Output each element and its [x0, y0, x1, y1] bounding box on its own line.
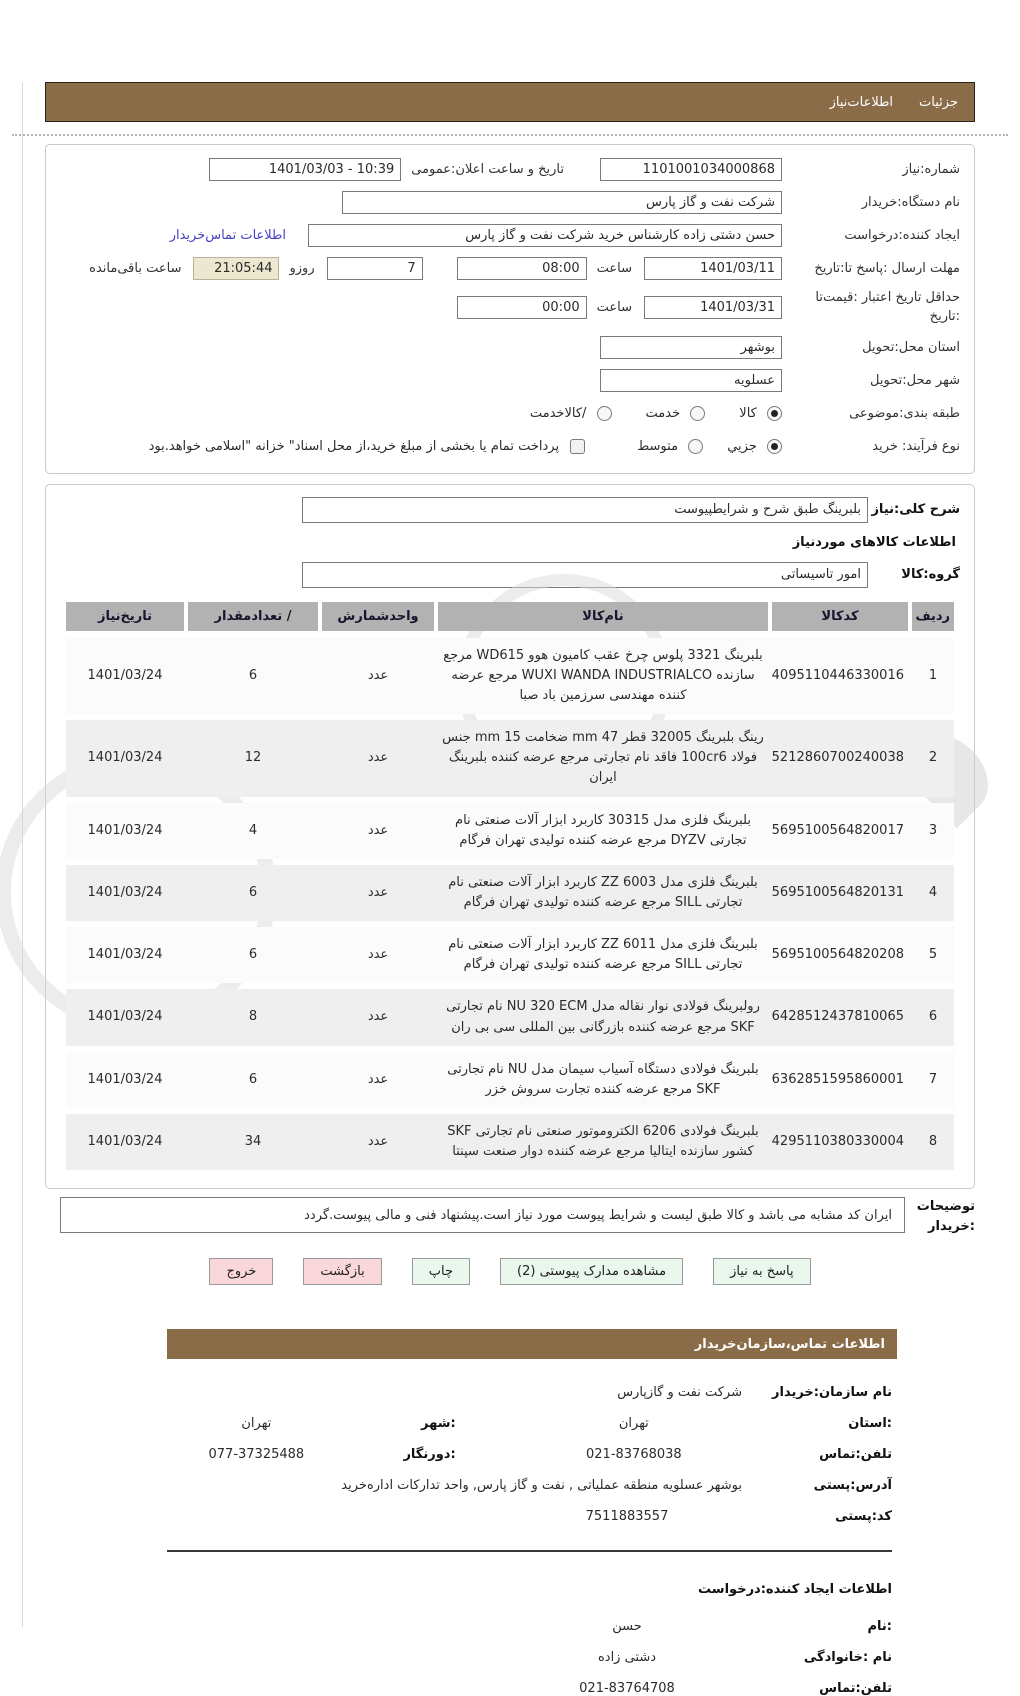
category-label: طبقه بندی:موضوعی — [849, 406, 960, 422]
buyer-remarks — [60, 1197, 975, 1236]
radio-medium-label: متوسط — [637, 439, 679, 455]
contact-city-value: تهران — [241, 1416, 272, 1432]
cell-code: 5695100564820131 — [771, 884, 904, 900]
cell-row: 2 — [928, 750, 938, 766]
contact-section-header — [167, 1329, 897, 1359]
treasury-checkbox[interactable] — [570, 439, 585, 454]
days-label: روزو — [289, 260, 315, 276]
cell-row: 3 — [928, 822, 938, 838]
buyer-contact-link[interactable]: اطلاعات تماس‌خریدار — [169, 227, 286, 243]
process-label: نوع فرآیند: خرید — [872, 439, 960, 455]
city-label: شهر محل:تحویل — [870, 373, 960, 389]
city-field[interactable]: عسلویه — [600, 369, 782, 392]
radio-medium[interactable] — [688, 439, 703, 454]
contact-city-label: :شهر — [421, 1416, 456, 1432]
row-province-city — [167, 1416, 892, 1431]
process-option-medium — [637, 439, 703, 454]
creator-phone-label: تلفن:تماس — [819, 1681, 892, 1696]
row-deadline — [60, 256, 960, 280]
cell-unit: عدد — [367, 822, 389, 838]
radio-service-label: خدمت — [645, 406, 681, 422]
group-field[interactable]: امور تاسیساتی — [302, 562, 868, 588]
cell-name: بلبرینگ فولادی 6206 الکتروموتور صنعتی نام تجارتی SKF کشور سازنده ایتالیا مرجع عرضه کننده دوار صنعت سپنتا — [447, 1123, 759, 1160]
first-name-label: :نام — [867, 1619, 892, 1635]
cell-row: 4 — [928, 884, 938, 900]
row-buyer — [60, 190, 960, 214]
need-desc-label: شرح کلی:نیاز — [871, 502, 960, 518]
cell-qty: 12 — [244, 750, 262, 766]
deadline-time-field[interactable]: 08:00 — [457, 257, 587, 280]
category-option-goods-service — [530, 406, 612, 421]
row-creator — [60, 223, 960, 247]
deadline-date-field[interactable]: 1401/03/11 — [644, 257, 782, 280]
last-name-label: نام :خانوادگی — [803, 1650, 892, 1666]
cell-date: 1401/03/24 — [87, 947, 163, 963]
cell-unit: عدد — [367, 1009, 389, 1025]
countdown-timer: 21:05:44 — [193, 257, 279, 280]
org-value: شرکت نفت و گازپارس — [617, 1385, 742, 1401]
row-address — [167, 1478, 892, 1493]
cell-qty: 6 — [248, 884, 258, 900]
cell-name: بلبرینگ 3321 پلوس چرخ عقب کامیون هوو WD615 مرجع سازنده WUXI WANDA INDUSTRIALCO مرجع عرضه کننده مهندسی سرزمین باد صبا — [443, 647, 763, 703]
deadline-label: مهلت ارسال :پاسخ تا:تاریخ — [814, 260, 960, 276]
cell-code: 6362851595860001 — [771, 1071, 904, 1087]
remarks-label — [913, 1197, 975, 1236]
postal-value: 7511883557 — [585, 1509, 669, 1525]
radio-goods-service-label: /کالاخدمت — [529, 406, 587, 422]
cell-unit: عدد — [367, 1071, 389, 1087]
section-divider — [167, 1550, 892, 1552]
items-heading: اطلاعات کالاهای موردنیاز — [792, 534, 956, 550]
cell-date: 1401/03/24 — [87, 750, 163, 766]
contact-heading: اطلاعات تماس،سازمان‌خریدار — [694, 1336, 885, 1352]
items-table — [66, 602, 954, 1171]
validity-label: حداقل تاریخ اعتبار :قیمت‌تا :تاریخ — [815, 290, 960, 324]
creator-label: ایجاد کننده:درخواست — [844, 227, 960, 243]
need-number-label: شماره:نیاز — [902, 161, 960, 177]
group-label: گروه:کالا — [901, 567, 960, 583]
cell-qty: 8 — [248, 1009, 258, 1025]
cell-code: 5212860700240038 — [771, 750, 904, 766]
row-need-desc — [60, 497, 960, 523]
cell-date: 1401/03/24 — [87, 1009, 163, 1025]
process-option-minor — [727, 439, 782, 454]
cell-name: بلبرینگ فلزی مدل 6003 ZZ کاربرد ابزار آلات صنعتی نام تجارتی SILL مرجع عرضه کننده تولیدی تهران فرگام — [448, 874, 758, 910]
cell-row: 7 — [928, 1071, 938, 1087]
table-row — [66, 720, 954, 796]
row-validity — [60, 289, 960, 327]
row-org — [167, 1385, 892, 1400]
category-option-goods — [739, 406, 782, 421]
action-buttons — [12, 1258, 1008, 1285]
cell-unit: عدد — [367, 1134, 389, 1149]
row-need-number — [60, 157, 960, 181]
announce-label: تاریخ و ساعت اعلان:عمومی — [411, 161, 564, 177]
table-row — [66, 1052, 954, 1108]
cell-unit: عدد — [367, 884, 389, 900]
cell-unit: عدد — [367, 750, 389, 766]
province-label: استان محل:تحویل — [862, 340, 960, 356]
cell-qty: 34 — [244, 1134, 262, 1149]
org-label: نام سازمان:خریدار — [772, 1385, 892, 1401]
tab-details[interactable]: جزئیات — [919, 94, 958, 110]
table-row — [66, 989, 954, 1045]
address-value: بوشهر عسلویه منطقه عملیاتی , نفت و گاز پارس, واحد تدارکات اداره‌خرید — [341, 1478, 742, 1494]
cell-qty: 6 — [248, 947, 258, 963]
cell-date: 1401/03/24 — [87, 822, 163, 838]
validity-date-field[interactable]: 1401/03/31 — [644, 296, 782, 319]
contact-section — [167, 1385, 892, 1696]
need-number-field[interactable]: 1101001034000868 — [600, 158, 782, 181]
page — [12, 82, 1008, 1696]
category-option-service — [646, 406, 706, 421]
summary-panel — [45, 144, 975, 474]
contact-province-label: :استان — [848, 1416, 892, 1432]
treasury-note: پرداخت تمام یا بخشی از مبلغ خرید،از محل اسناد" خزانه "اسلامی خواهد.بود — [148, 439, 560, 455]
contact-phone-value: 021-83768038 — [586, 1447, 682, 1463]
row-first-name — [167, 1619, 892, 1634]
row-group — [60, 562, 960, 588]
contact-phone-label: تلفن:تماس — [819, 1447, 892, 1463]
print-button[interactable]: چاپ — [412, 1258, 470, 1285]
cell-qty: 6 — [248, 667, 258, 683]
announce-field[interactable]: 10:39 - 1401/03/03 — [209, 158, 401, 181]
creator-field[interactable]: حسن دشتی زاده کارشناس خرید شرکت نفت و گاز پارس — [308, 224, 782, 247]
creator-phone-value: 021-83764708 — [579, 1681, 675, 1696]
contact-fax-label: :دورنگار — [403, 1447, 456, 1463]
cell-date: 1401/03/24 — [87, 884, 163, 900]
remarks-label-line1: توضیحات — [916, 1199, 975, 1215]
cell-date: 1401/03/24 — [87, 1071, 163, 1087]
cell-unit: عدد — [367, 947, 389, 963]
radio-goods-service[interactable] — [597, 406, 612, 421]
cell-code: 5695100564820017 — [771, 822, 904, 838]
tab-need-info[interactable]: اطلاعات‌نیاز — [829, 94, 894, 110]
buyer-label: نام دستگاه:خریدار — [861, 194, 960, 210]
radio-goods-label: کالا — [739, 406, 757, 422]
last-name-value: دشتی زاده — [597, 1650, 657, 1666]
need-desc-field[interactable]: بلبرینگ طبق شرح و شرایطپیوست — [302, 497, 868, 523]
col-name: نام‌کالا — [438, 602, 768, 631]
col-date: تاریخ‌نیاز — [66, 602, 184, 631]
address-label: آدرس:پستی — [813, 1478, 892, 1494]
cell-qty: 6 — [248, 1071, 258, 1087]
validity-hour-label: ساعت — [596, 300, 632, 316]
cell-name: بلبرینگ فولادی دستگاه آسیاب سیمان مدل NU نام تجارتی SKF مرجع عرضه کننده تجارت سروش خزر — [447, 1061, 759, 1097]
cell-unit: عدد — [367, 667, 389, 683]
col-unit: واحدشمارش — [322, 602, 434, 631]
postal-label: کد:پستی — [835, 1509, 892, 1525]
tab-bar — [45, 82, 975, 122]
table-row — [66, 927, 954, 983]
validity-time-field[interactable]: 00:00 — [457, 296, 587, 319]
table-row — [66, 638, 954, 714]
contact-province-value: تهران — [618, 1416, 649, 1432]
cell-row: 6 — [928, 1009, 938, 1025]
table-row — [66, 803, 954, 859]
row-postal — [167, 1509, 892, 1524]
row-category — [60, 402, 960, 426]
remarks-label-line2: :خریدار — [928, 1218, 975, 1234]
radio-goods[interactable] — [767, 406, 782, 421]
treasury-option — [149, 439, 586, 454]
cell-code: 4295110380330004 — [771, 1134, 904, 1149]
cell-name: رینگ بلبرینگ 32005 قطر 47 mm ضخامت 15 mm جنس فولاد 100cr6 فاقد نام تجارتی مرجع عرضه کننده بلبرینگ ایران — [442, 730, 764, 786]
row-creator-phone — [167, 1681, 892, 1696]
days-field[interactable]: 7 — [327, 257, 423, 280]
top-dotted-divider — [12, 134, 1008, 136]
cell-qty: 4 — [248, 822, 258, 838]
exit-button[interactable]: خروج — [209, 1258, 273, 1285]
table-header — [66, 602, 954, 631]
cell-row: 5 — [928, 947, 938, 963]
row-province — [60, 336, 960, 360]
cell-row: 8 — [928, 1134, 938, 1149]
col-qty: / تعدادمقدار — [188, 602, 318, 631]
cell-code: 6428512437810065 — [771, 1009, 904, 1025]
cell-code: 4095110446330016 — [771, 667, 904, 683]
first-name-value: حسن — [612, 1619, 642, 1635]
items-panel — [45, 484, 975, 1190]
cell-code: 5695100564820208 — [771, 947, 904, 963]
table-row — [66, 1114, 954, 1170]
creator-section-heading: اطلاعات ایجاد کننده:درخواست — [698, 1582, 892, 1598]
cell-name: بلبرینگ فلزی مدل 30315 کاربرد ابزار آلات صنعتی نام تجارتی DYZV مرجع عرضه کننده تولیدی تهران فرگام — [455, 812, 751, 848]
remaining-label: ساعت باقی‌مانده — [89, 260, 182, 276]
remarks-field — [60, 1197, 905, 1233]
cell-date: 1401/03/24 — [87, 667, 163, 683]
remarks-text: ایران کد مشابه می باشد و کالا طبق لیست و شرایط پیوست مورد نیاز است.پیشنهاد فنی و مالی پیوست.گردد — [304, 1207, 892, 1223]
buyer-field[interactable]: شرکت نفت و گاز پارس — [342, 191, 782, 214]
province-field[interactable]: بوشهر — [600, 336, 782, 359]
row-city — [60, 369, 960, 393]
radio-minor[interactable] — [767, 439, 782, 454]
row-last-name — [167, 1650, 892, 1665]
radio-service[interactable] — [690, 406, 705, 421]
col-code: کدکالا — [772, 602, 908, 631]
cell-row: 1 — [928, 667, 938, 683]
attachments-button[interactable]: مشاهده مدارک پیوستی (2) — [500, 1258, 683, 1285]
table-row — [66, 865, 954, 921]
cell-name: رولبرینگ فولادی نوار نقاله مدل NU 320 ECM نام تجارتی SKF مرجع عرضه کننده بازرگانی بین المللی سی بی ران — [446, 999, 760, 1035]
cell-name: بلبرینگ فلزی مدل 6011 ZZ کاربرد ابزار آلات صنعتی نام تجارتی SILL مرجع عرضه کننده تولیدی تهران فرگام — [448, 937, 758, 973]
row-process — [60, 435, 960, 459]
radio-minor-label: جزیي — [727, 439, 757, 455]
contact-fax-value: 077-37325488 — [208, 1447, 305, 1463]
col-row: ردیف — [912, 602, 954, 631]
reply-button[interactable]: پاسخ به نیاز — [713, 1258, 811, 1285]
deadline-hour-label: ساعت — [596, 260, 632, 276]
row-phone-fax — [167, 1447, 892, 1462]
cell-date: 1401/03/24 — [87, 1134, 163, 1149]
back-button[interactable]: بازگشت — [303, 1258, 381, 1285]
